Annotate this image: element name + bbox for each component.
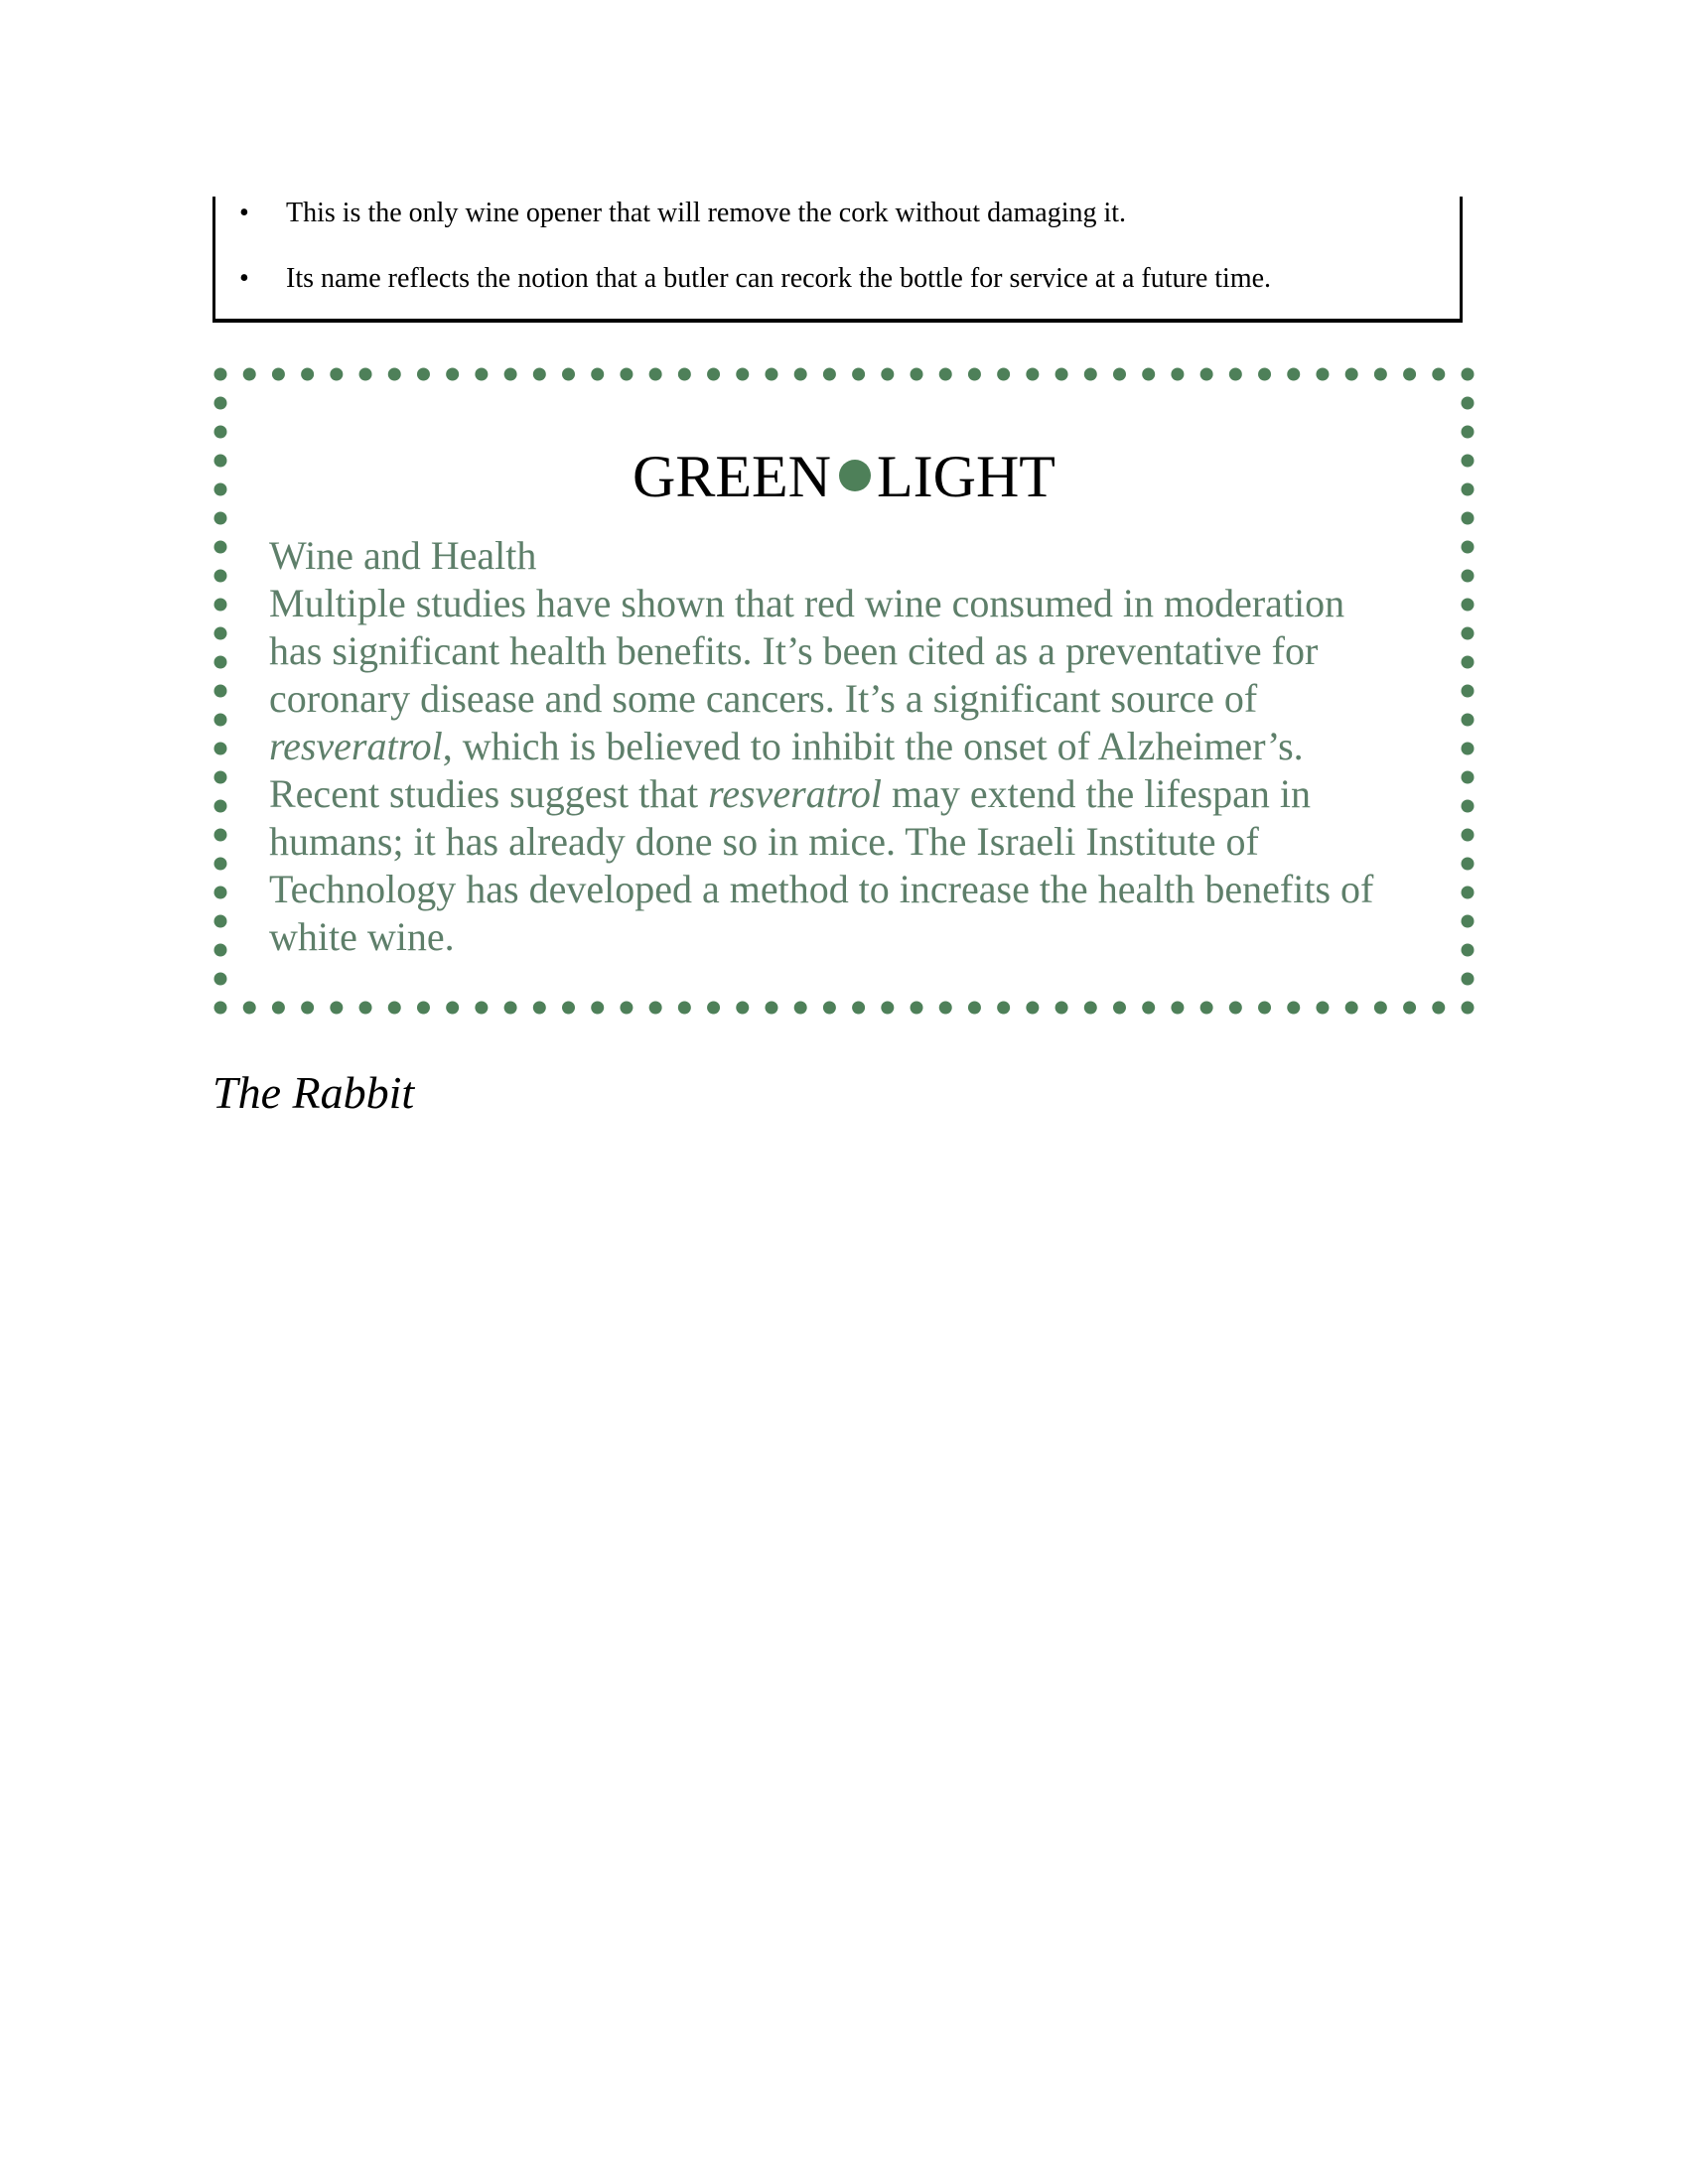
border-dot xyxy=(1316,368,1329,381)
title-light: LIGHT xyxy=(877,444,1055,509)
border-dot xyxy=(1258,368,1271,381)
border-dot xyxy=(214,570,227,583)
continued-bullet-box xyxy=(212,197,1463,323)
border-dot xyxy=(881,368,894,381)
border-dot xyxy=(591,1002,604,1015)
border-dot xyxy=(1462,685,1475,698)
border-dot xyxy=(1462,887,1475,899)
border-dot xyxy=(997,368,1010,381)
body-line xyxy=(269,723,1461,770)
border-dot xyxy=(417,368,430,381)
body-line xyxy=(269,913,1461,961)
border-dot xyxy=(214,829,227,842)
border-dot xyxy=(214,368,227,381)
border-dot xyxy=(1229,368,1242,381)
border-dot xyxy=(939,368,952,381)
border-dot xyxy=(911,368,923,381)
border-dot xyxy=(446,1002,459,1015)
border-dot xyxy=(1374,368,1387,381)
border-dot xyxy=(214,397,227,410)
border-dot xyxy=(214,541,227,554)
body-line xyxy=(269,770,1461,818)
border-dot xyxy=(214,944,227,957)
border-dot xyxy=(1026,1002,1039,1015)
border-dot xyxy=(678,368,691,381)
border-dot xyxy=(794,1002,807,1015)
section-heading: Wine and Health xyxy=(269,533,537,578)
border-dot xyxy=(881,1002,894,1015)
border-dot xyxy=(562,1002,575,1015)
border-dot xyxy=(939,1002,952,1015)
border-dot xyxy=(620,1002,633,1015)
body-text: humans; it has already done so in mice. The Israeli Institute of xyxy=(269,819,1259,864)
border-dot xyxy=(1462,570,1475,583)
border-dot xyxy=(214,800,227,813)
border-dot xyxy=(446,368,459,381)
green-light-title xyxy=(212,442,1476,511)
border-dot xyxy=(272,1002,285,1015)
border-dot xyxy=(707,1002,720,1015)
border-dot xyxy=(214,599,227,612)
body-line xyxy=(269,818,1461,866)
border-dot xyxy=(1142,1002,1155,1015)
border-dot xyxy=(214,685,227,698)
border-dot xyxy=(1462,541,1475,554)
border-dot xyxy=(1462,368,1475,381)
border-dot xyxy=(214,656,227,669)
border-dot xyxy=(1200,368,1213,381)
border-dot xyxy=(1462,915,1475,928)
border-dot xyxy=(243,368,256,381)
border-dot xyxy=(649,1002,662,1015)
border-dot xyxy=(678,1002,691,1015)
border-dot xyxy=(214,426,227,439)
border-dot xyxy=(214,512,227,525)
border-dot xyxy=(968,368,981,381)
body-line xyxy=(269,675,1461,723)
body-text: coronary disease and some cancers. It’s a significant source of xyxy=(269,676,1258,721)
border-dot xyxy=(1287,1002,1300,1015)
border-dot xyxy=(1374,1002,1387,1015)
border-dot xyxy=(1200,1002,1213,1015)
border-dot xyxy=(330,1002,343,1015)
border-dot xyxy=(475,1002,488,1015)
border-dot xyxy=(214,743,227,755)
title-green: GREEN xyxy=(633,444,832,509)
border-dot xyxy=(1462,800,1475,813)
border-dot xyxy=(1403,1002,1416,1015)
italic-term: resveratrol xyxy=(269,724,443,768)
border-dot xyxy=(214,627,227,640)
border-dot xyxy=(214,771,227,784)
border-dot xyxy=(1462,743,1475,755)
border-dot xyxy=(301,368,314,381)
bullet-text: This is the only wine opener that will remove the cork without damaging it. xyxy=(286,198,1127,228)
border-dot xyxy=(1432,1002,1445,1015)
border-dot xyxy=(1462,944,1475,957)
body-line xyxy=(269,627,1461,675)
bullet-icon: • xyxy=(239,263,249,294)
body-text: may extend the lifespan in xyxy=(881,771,1312,816)
border-dot xyxy=(1345,1002,1358,1015)
body-text: Recent studies suggest that xyxy=(269,771,709,816)
border-dot xyxy=(852,368,865,381)
border-dot xyxy=(707,368,720,381)
bullet-icon: • xyxy=(239,198,249,228)
border-dot xyxy=(359,368,372,381)
border-dot xyxy=(272,368,285,381)
border-dot xyxy=(1171,1002,1184,1015)
green-dot-icon xyxy=(839,460,871,491)
section-body xyxy=(269,580,1461,961)
border-dot xyxy=(1258,1002,1271,1015)
border-dot xyxy=(1113,1002,1126,1015)
border-dot xyxy=(1026,368,1039,381)
border-dot xyxy=(736,1002,749,1015)
body-line xyxy=(269,580,1461,627)
border-dot xyxy=(533,368,546,381)
border-dot xyxy=(1462,512,1475,525)
border-dot xyxy=(736,368,749,381)
border-dot xyxy=(1403,368,1416,381)
body-text: Technology has developed a method to increase the health benefits of xyxy=(269,867,1374,911)
italic-term: resveratrol xyxy=(708,771,882,816)
border-dot xyxy=(591,368,604,381)
border-dot xyxy=(649,368,662,381)
border-dot xyxy=(388,1002,401,1015)
body-text: Multiple studies have shown that red wine consumed in moderation xyxy=(269,581,1345,625)
border-dot xyxy=(214,1002,227,1015)
border-dot xyxy=(1462,973,1475,986)
border-dot xyxy=(1432,368,1445,381)
border-dot xyxy=(562,368,575,381)
border-dot xyxy=(1055,1002,1068,1015)
border-dot xyxy=(301,1002,314,1015)
bullet-text: Its name reflects the notion that a butler can recork the bottle for service at a future time. xyxy=(286,263,1272,294)
border-dot xyxy=(1462,829,1475,842)
border-dot xyxy=(1462,627,1475,640)
border-dot xyxy=(330,368,343,381)
border-dot xyxy=(214,858,227,871)
green-light-box xyxy=(212,366,1476,1016)
border-dot xyxy=(1462,599,1475,612)
border-dot xyxy=(794,368,807,381)
border-dot xyxy=(765,1002,777,1015)
border-dot xyxy=(533,1002,546,1015)
border-dot xyxy=(475,368,488,381)
border-dot xyxy=(1345,368,1358,381)
border-dot xyxy=(1462,656,1475,669)
body-text: , which is believed to inhibit the onset of Alzheimer’s. xyxy=(442,724,1304,768)
border-dot xyxy=(1462,426,1475,439)
border-dot xyxy=(1142,368,1155,381)
border-dot xyxy=(823,1002,836,1015)
border-dot xyxy=(243,1002,256,1015)
border-dot xyxy=(968,1002,981,1015)
border-dot xyxy=(1462,397,1475,410)
border-dot xyxy=(504,368,517,381)
border-dot xyxy=(1084,1002,1097,1015)
border-dot xyxy=(1462,771,1475,784)
border-dot xyxy=(1462,858,1475,871)
border-dot xyxy=(1113,368,1126,381)
body-text: white wine. xyxy=(269,914,455,959)
border-dot xyxy=(214,915,227,928)
border-dot xyxy=(214,714,227,727)
border-dot xyxy=(1462,1002,1475,1015)
border-dot xyxy=(1084,368,1097,381)
border-dot xyxy=(1055,368,1068,381)
border-dot xyxy=(214,887,227,899)
body-text: has significant health benefits. It’s been cited as a preventative for xyxy=(269,628,1319,673)
body-line xyxy=(269,866,1461,913)
border-dot xyxy=(1229,1002,1242,1015)
border-dot xyxy=(620,368,633,381)
border-dot xyxy=(852,1002,865,1015)
border-dot xyxy=(1462,714,1475,727)
border-dot xyxy=(417,1002,430,1015)
border-dot xyxy=(911,1002,923,1015)
border-dot xyxy=(1171,368,1184,381)
border-dot xyxy=(997,1002,1010,1015)
section-title: The Rabbit xyxy=(212,1067,415,1118)
border-dot xyxy=(214,973,227,986)
border-dot xyxy=(504,1002,517,1015)
border-dot xyxy=(1287,368,1300,381)
border-dot xyxy=(765,368,777,381)
border-dot xyxy=(823,368,836,381)
border-dot xyxy=(388,368,401,381)
border-dot xyxy=(359,1002,372,1015)
border-dot xyxy=(1316,1002,1329,1015)
